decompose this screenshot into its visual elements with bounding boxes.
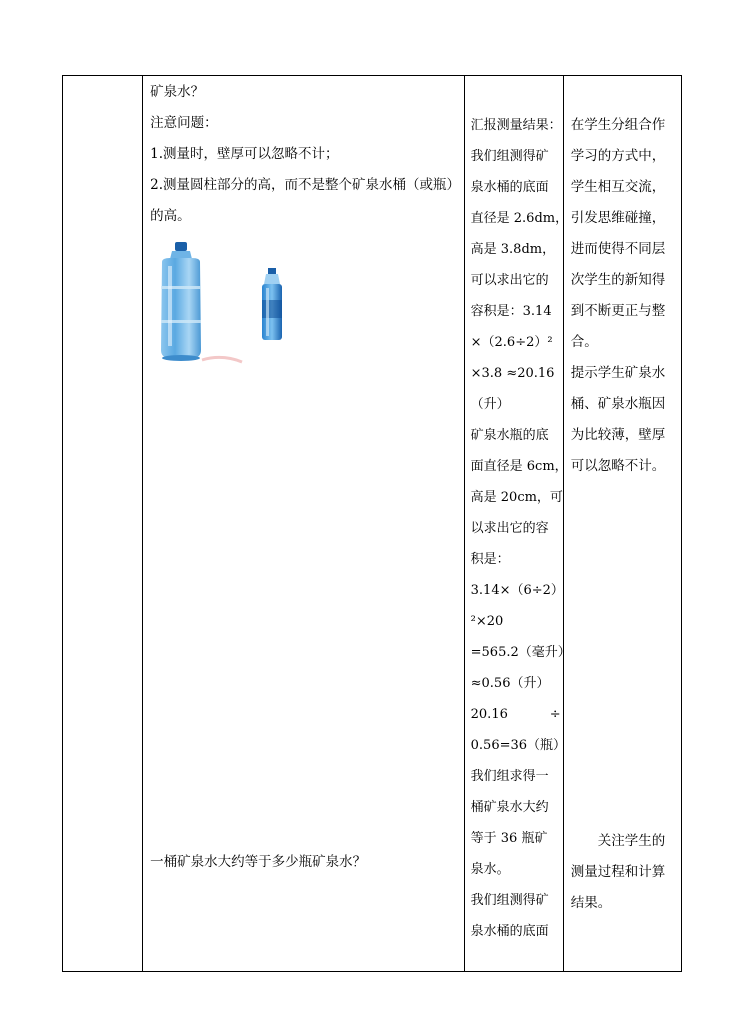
- student-line-18: =565.2（毫升）: [470, 645, 571, 660]
- student-line-2: 我们组测得矿: [470, 149, 549, 164]
- content-line-5: 的高。: [150, 208, 191, 224]
- student-line-9: ×3.8 ≈20.16: [470, 366, 555, 381]
- student-line-5: 高是 3.8dm，: [470, 242, 556, 257]
- student-line-26: 我们组测得矿: [470, 893, 549, 908]
- water-containers-image: [152, 242, 292, 368]
- student-line-15: 积是：: [470, 552, 510, 567]
- intent-line-10: 桶、矿泉水瓶因: [570, 396, 666, 412]
- student-line-1: 汇报测量结果：: [470, 118, 562, 133]
- student-line-4: 直径是 2.6dm，: [470, 211, 569, 226]
- content-line-2: 注意问题：: [150, 115, 218, 131]
- water-bottle-icon: [262, 268, 282, 340]
- content-line-4: 2.测量圆柱部分的高，而不是整个矿泉水桶（或瓶）: [150, 177, 461, 193]
- intent-line-8: 合。: [570, 334, 598, 350]
- student-line-22: 我们组求得一: [470, 769, 549, 784]
- student-line-27: 泉水桶的底面: [470, 924, 549, 939]
- intent-bottom-line-1: 关注学生的: [570, 833, 666, 849]
- content-line-3: 1.测量时，壁厚可以忽略不计；: [150, 146, 339, 162]
- intent-line-6: 次学生的新知得: [570, 272, 666, 288]
- water-bucket-icon: [161, 242, 201, 361]
- student-line-12: 面直径是 6cm，: [470, 459, 568, 474]
- intent-line-5: 进而使得不同层: [570, 241, 666, 257]
- content-line-1: 矿泉水？: [150, 84, 205, 100]
- teaching-content-cell: [143, 76, 465, 972]
- intent-bottom-line-2: 测量过程和计算: [570, 864, 666, 880]
- intent-bottom-line-3: 结果。: [570, 895, 612, 911]
- student-line-7: 容积是：3.14: [470, 304, 552, 319]
- intent-line-3: 学生相互交流，: [570, 179, 666, 195]
- student-line-17: ²×20: [470, 614, 504, 629]
- student-line-19: ≈0.56（升）: [470, 676, 550, 691]
- student-line-14: 以求出它的容: [470, 521, 549, 536]
- empty-first-column: [63, 76, 143, 972]
- student-line-24: 等于 36 瓶矿: [470, 831, 548, 846]
- student-line-25: 泉水。: [470, 862, 510, 877]
- intent-line-2: 学习的方式中，: [570, 148, 666, 164]
- intent-line-4: 引发思维碰撞，: [570, 210, 666, 226]
- intent-line-11: 为比较薄，壁厚: [570, 427, 666, 443]
- student-line-13: 高是 20cm，可: [470, 490, 563, 505]
- intent-line-7: 到不断更正与整: [570, 303, 666, 319]
- intent-line-9: 提示学生矿泉水: [570, 365, 666, 381]
- student-line-16: 3.14×（6÷2）: [470, 583, 564, 598]
- bottom-question: 一桶矿泉水大约等于多少瓶矿泉水？: [150, 854, 367, 870]
- division-sign: ÷: [549, 707, 561, 722]
- student-line-23: 桶矿泉水大约: [470, 800, 549, 815]
- design-intent-cell: [563, 76, 681, 972]
- student-line-21: 0.56=36（瓶）: [470, 738, 567, 753]
- student-line-11: 矿泉水瓶的底: [470, 428, 549, 443]
- intent-line-12: 可以忽略不计。: [570, 458, 666, 474]
- intent-line-1: 在学生分组合作: [570, 117, 666, 133]
- student-line-10: （升）: [470, 397, 510, 412]
- student-division-line: [471, 699, 561, 730]
- student-line-6: 可以求出它的: [470, 273, 549, 288]
- student-line-3: 泉水桶的底面: [470, 180, 549, 195]
- division-dividend: 20.16: [470, 707, 508, 722]
- student-line-8: ×（2.6÷2）²: [470, 335, 553, 350]
- lesson-table: [62, 75, 682, 972]
- student-activity-cell: [464, 76, 571, 972]
